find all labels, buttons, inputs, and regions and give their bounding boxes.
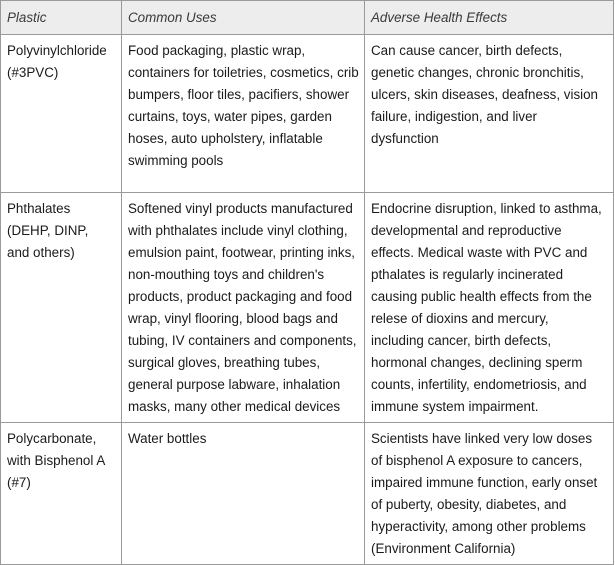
effects-cell xyxy=(365,35,614,193)
header-plastic: Plastic xyxy=(1,1,122,35)
common-uses-text: Softened vinyl products manufactured with phthalates include vinyl clothing, emulsion paint, footwear, printing inks, non-mouthing toys and children's products, product packaging and food wrap, vinyl flooring, blood bags and tubing, IV containers and components, surgical gloves, breathing tubes, general purpose labware, inhalation masks, many other medical devices xyxy=(128,201,357,414)
health-effects-text: Endocrine disruption, linked to asthma, developmental and reproductive effects. Medical waste with PVC and pthalates is regularly incinerated causing public health effects from the relese of dioxins and mercury, including cancer, birth defects, hormonal changes, declining sperm counts, infertility, endometriosis, and immune system impairment. xyxy=(371,201,602,414)
header-row xyxy=(1,1,614,35)
effects-cell xyxy=(365,193,614,423)
health-effects-text: Can cause cancer, birth defects, genetic changes, chronic bronchitis, ulcers, skin diseases, deafness, vision failure, indigestion, and liver dysfunction xyxy=(371,43,599,146)
uses-cell xyxy=(122,193,365,423)
uses-cell xyxy=(122,423,365,565)
plastic-cell xyxy=(1,423,122,565)
plastic-name: Polyvinylchloride (#3PVC) xyxy=(7,43,107,80)
plastic-name: Polycarbonate, with Bisphenol A (#7) xyxy=(7,431,106,490)
header-common-uses: Common Uses xyxy=(122,1,365,35)
effects-cell xyxy=(365,423,614,565)
table-row xyxy=(1,423,614,565)
table-row xyxy=(1,35,614,193)
plastic-cell xyxy=(1,35,122,193)
common-uses-text: Food packaging, plastic wrap, containers for toiletries, cosmetics, crib bumpers, floor tiles, pacifiers, shower curtains, toys, water pipes, garden hoses, auto upholstery, inflatable swimming pools xyxy=(128,43,359,168)
common-uses-text: Water bottles xyxy=(128,431,207,446)
header-adverse-health-effects: Adverse Health Effects xyxy=(365,1,614,35)
table-row xyxy=(1,193,614,423)
uses-cell xyxy=(122,35,365,193)
plastic-name: Phthalates (DEHP, DINP, and others) xyxy=(7,201,89,260)
health-effects-text: Scientists have linked very low doses of bisphenol A exposure to cancers, impaired immune function, early onset of puberty, obesity, diabetes, and hyperactivity, among other problems (Environment California) xyxy=(371,431,598,556)
plastic-cell xyxy=(1,193,122,423)
